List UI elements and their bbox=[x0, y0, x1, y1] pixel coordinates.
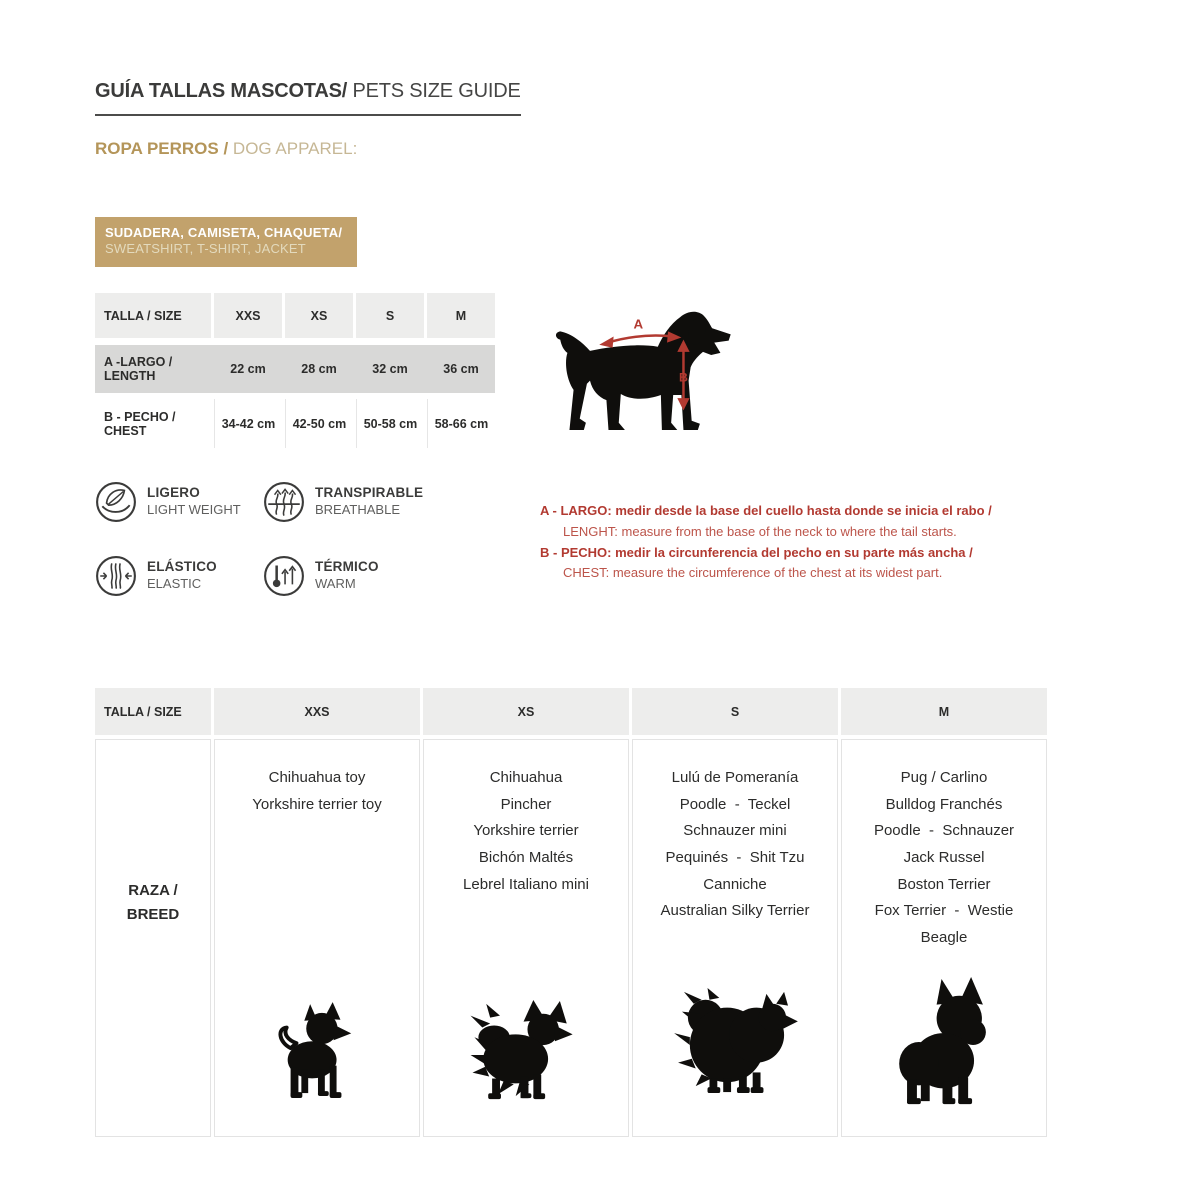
elastic-icon bbox=[95, 555, 137, 597]
chest-row-label: B - PECHO / CHEST bbox=[104, 409, 176, 438]
chest-xs: 42-50 cm bbox=[285, 399, 353, 448]
measure-a-label: A bbox=[633, 316, 644, 332]
breed-item: Bichón Maltés bbox=[478, 849, 574, 867]
feature-elastic bbox=[95, 555, 263, 597]
length-xs: 28 cm bbox=[301, 362, 337, 376]
breed-row-label: RAZA / BREED bbox=[95, 739, 211, 1137]
breed-item: Pequinés - Shit Tzu bbox=[665, 849, 805, 867]
feather-hand-icon bbox=[95, 481, 137, 523]
breed-item: Lebrel Italiano mini bbox=[463, 875, 589, 893]
pomeranian-silhouette-icon bbox=[665, 988, 805, 1096]
breed-table-header-row bbox=[95, 688, 1047, 735]
breed-item: Yorkshire terrier toy bbox=[252, 795, 382, 813]
breed-item: Canniche bbox=[703, 875, 767, 893]
long-haired-chihuahua-silhouette-icon bbox=[464, 998, 589, 1106]
breed-table-header-label: TALLA / SIZE bbox=[95, 688, 211, 735]
chest-m: 58-66 cm bbox=[427, 399, 495, 448]
page-subtitle-en: DOG APPAREL: bbox=[228, 139, 358, 158]
breed-item: Bulldog Franchés bbox=[885, 795, 1003, 813]
feature-name-en: LIGHT WEIGHT bbox=[147, 501, 241, 517]
thermometer-icon bbox=[263, 555, 305, 597]
note-b-es: B - PECHO: medir la circunferencia del pecho en su parte más ancha / bbox=[540, 544, 973, 560]
breed-cell-m bbox=[841, 739, 1047, 1137]
chest-s: 50-58 cm bbox=[356, 399, 424, 448]
measure-diagram bbox=[552, 300, 742, 455]
breed-list-xxs bbox=[215, 765, 419, 818]
breed-item: Boston Terrier bbox=[897, 875, 991, 893]
breed-cell-xxs bbox=[214, 739, 420, 1137]
breed-item: Yorkshire terrier bbox=[473, 822, 579, 840]
feature-warm bbox=[263, 555, 513, 597]
feature-name-en: ELASTIC bbox=[147, 575, 202, 591]
breed-table-body bbox=[95, 739, 1047, 1137]
breed-table-header-m: M bbox=[841, 688, 1047, 735]
note-a-es: A - LARGO: medir desde la base del cuello hasta donde se inicia el rabo / bbox=[540, 503, 992, 518]
breed-list-xs bbox=[424, 765, 628, 898]
features-list bbox=[95, 481, 515, 597]
page-title-es: GUÍA TALLAS MASCOTAS/ bbox=[95, 80, 348, 102]
feature-name-es: TÉRMICO bbox=[315, 559, 379, 574]
breed-item: Schnauzer mini bbox=[683, 822, 787, 840]
feature-name-es: TRANSPIRABLE bbox=[315, 485, 424, 500]
page-subtitle bbox=[95, 139, 357, 159]
size-table-chest-row bbox=[95, 399, 495, 448]
breed-item: Lulú de Pomeranía bbox=[671, 769, 799, 786]
breed-item: Fox Terrier - Westie bbox=[874, 902, 1014, 920]
page-title-en: PETS SIZE GUIDE bbox=[347, 80, 521, 102]
breed-item: Chihuahua bbox=[489, 769, 563, 786]
feature-name-en: BREATHABLE bbox=[315, 501, 401, 517]
size-table bbox=[95, 293, 495, 448]
measure-notes bbox=[540, 501, 1010, 584]
breed-item: Pug / Carlino bbox=[900, 769, 988, 786]
breed-item: Beagle bbox=[920, 929, 968, 947]
note-b-en: CHEST: measure the circumference of the chest at its widest part. bbox=[563, 565, 943, 581]
feature-name-es: LIGERO bbox=[147, 485, 200, 500]
feature-breathable bbox=[263, 481, 513, 523]
size-table-header-xxs: XXS bbox=[214, 293, 282, 338]
length-row-label: A -LARGO / LENGTH bbox=[104, 355, 173, 383]
category-box bbox=[95, 217, 357, 267]
breed-table bbox=[95, 688, 1047, 1137]
size-table-header-xs: XS bbox=[285, 293, 353, 338]
breed-cell-s bbox=[632, 739, 838, 1137]
feature-name-es: ELÁSTICO bbox=[147, 559, 217, 574]
feature-lightweight bbox=[95, 481, 263, 523]
labrador-silhouette-icon bbox=[552, 300, 742, 450]
size-table-header-label: TALLA / SIZE bbox=[95, 293, 211, 338]
breed-list-s bbox=[633, 765, 837, 925]
page-title bbox=[95, 80, 521, 116]
chest-xxs: 34-42 cm bbox=[214, 399, 282, 448]
breed-table-header-xs: XS bbox=[423, 688, 629, 735]
size-table-header-s: S bbox=[356, 293, 424, 338]
length-s: 32 cm bbox=[372, 362, 408, 376]
length-m: 36 cm bbox=[443, 362, 479, 376]
breed-list-m bbox=[842, 765, 1046, 952]
breed-table-header-xxs: XXS bbox=[214, 688, 420, 735]
note-a-en: LENGHT: measure from the base of the neck to where the tail starts. bbox=[563, 523, 957, 539]
size-table-length-row bbox=[95, 345, 495, 393]
french-bulldog-silhouette-icon bbox=[887, 977, 1002, 1110]
length-xxs: 22 cm bbox=[230, 362, 266, 376]
size-table-header-m: M bbox=[427, 293, 495, 338]
breed-cell-xs bbox=[423, 739, 629, 1137]
feature-name-en: WARM bbox=[315, 575, 356, 591]
category-box-line-es: SUDADERA, CAMISETA, CHAQUETA/ bbox=[105, 225, 343, 240]
page-subtitle-es: ROPA PERROS / bbox=[95, 139, 229, 158]
breed-item: Poodle - Schnauzer bbox=[873, 822, 1015, 840]
breed-item: Jack Russel bbox=[903, 849, 985, 867]
measure-b-label: B bbox=[679, 370, 688, 385]
breed-item: Poodle - Teckel bbox=[679, 795, 791, 813]
category-box-line-en: SWEATSHIRT, T-SHIRT, JACKET bbox=[105, 241, 306, 256]
breathable-icon bbox=[263, 481, 305, 523]
size-table-header-row bbox=[95, 293, 495, 338]
breed-item: Chihuahua toy bbox=[268, 769, 366, 786]
breed-item: Australian Silky Terrier bbox=[660, 902, 810, 920]
breed-item: Pincher bbox=[500, 795, 552, 813]
chihuahua-silhouette-icon bbox=[273, 1001, 361, 1104]
breed-table-header-s: S bbox=[632, 688, 838, 735]
